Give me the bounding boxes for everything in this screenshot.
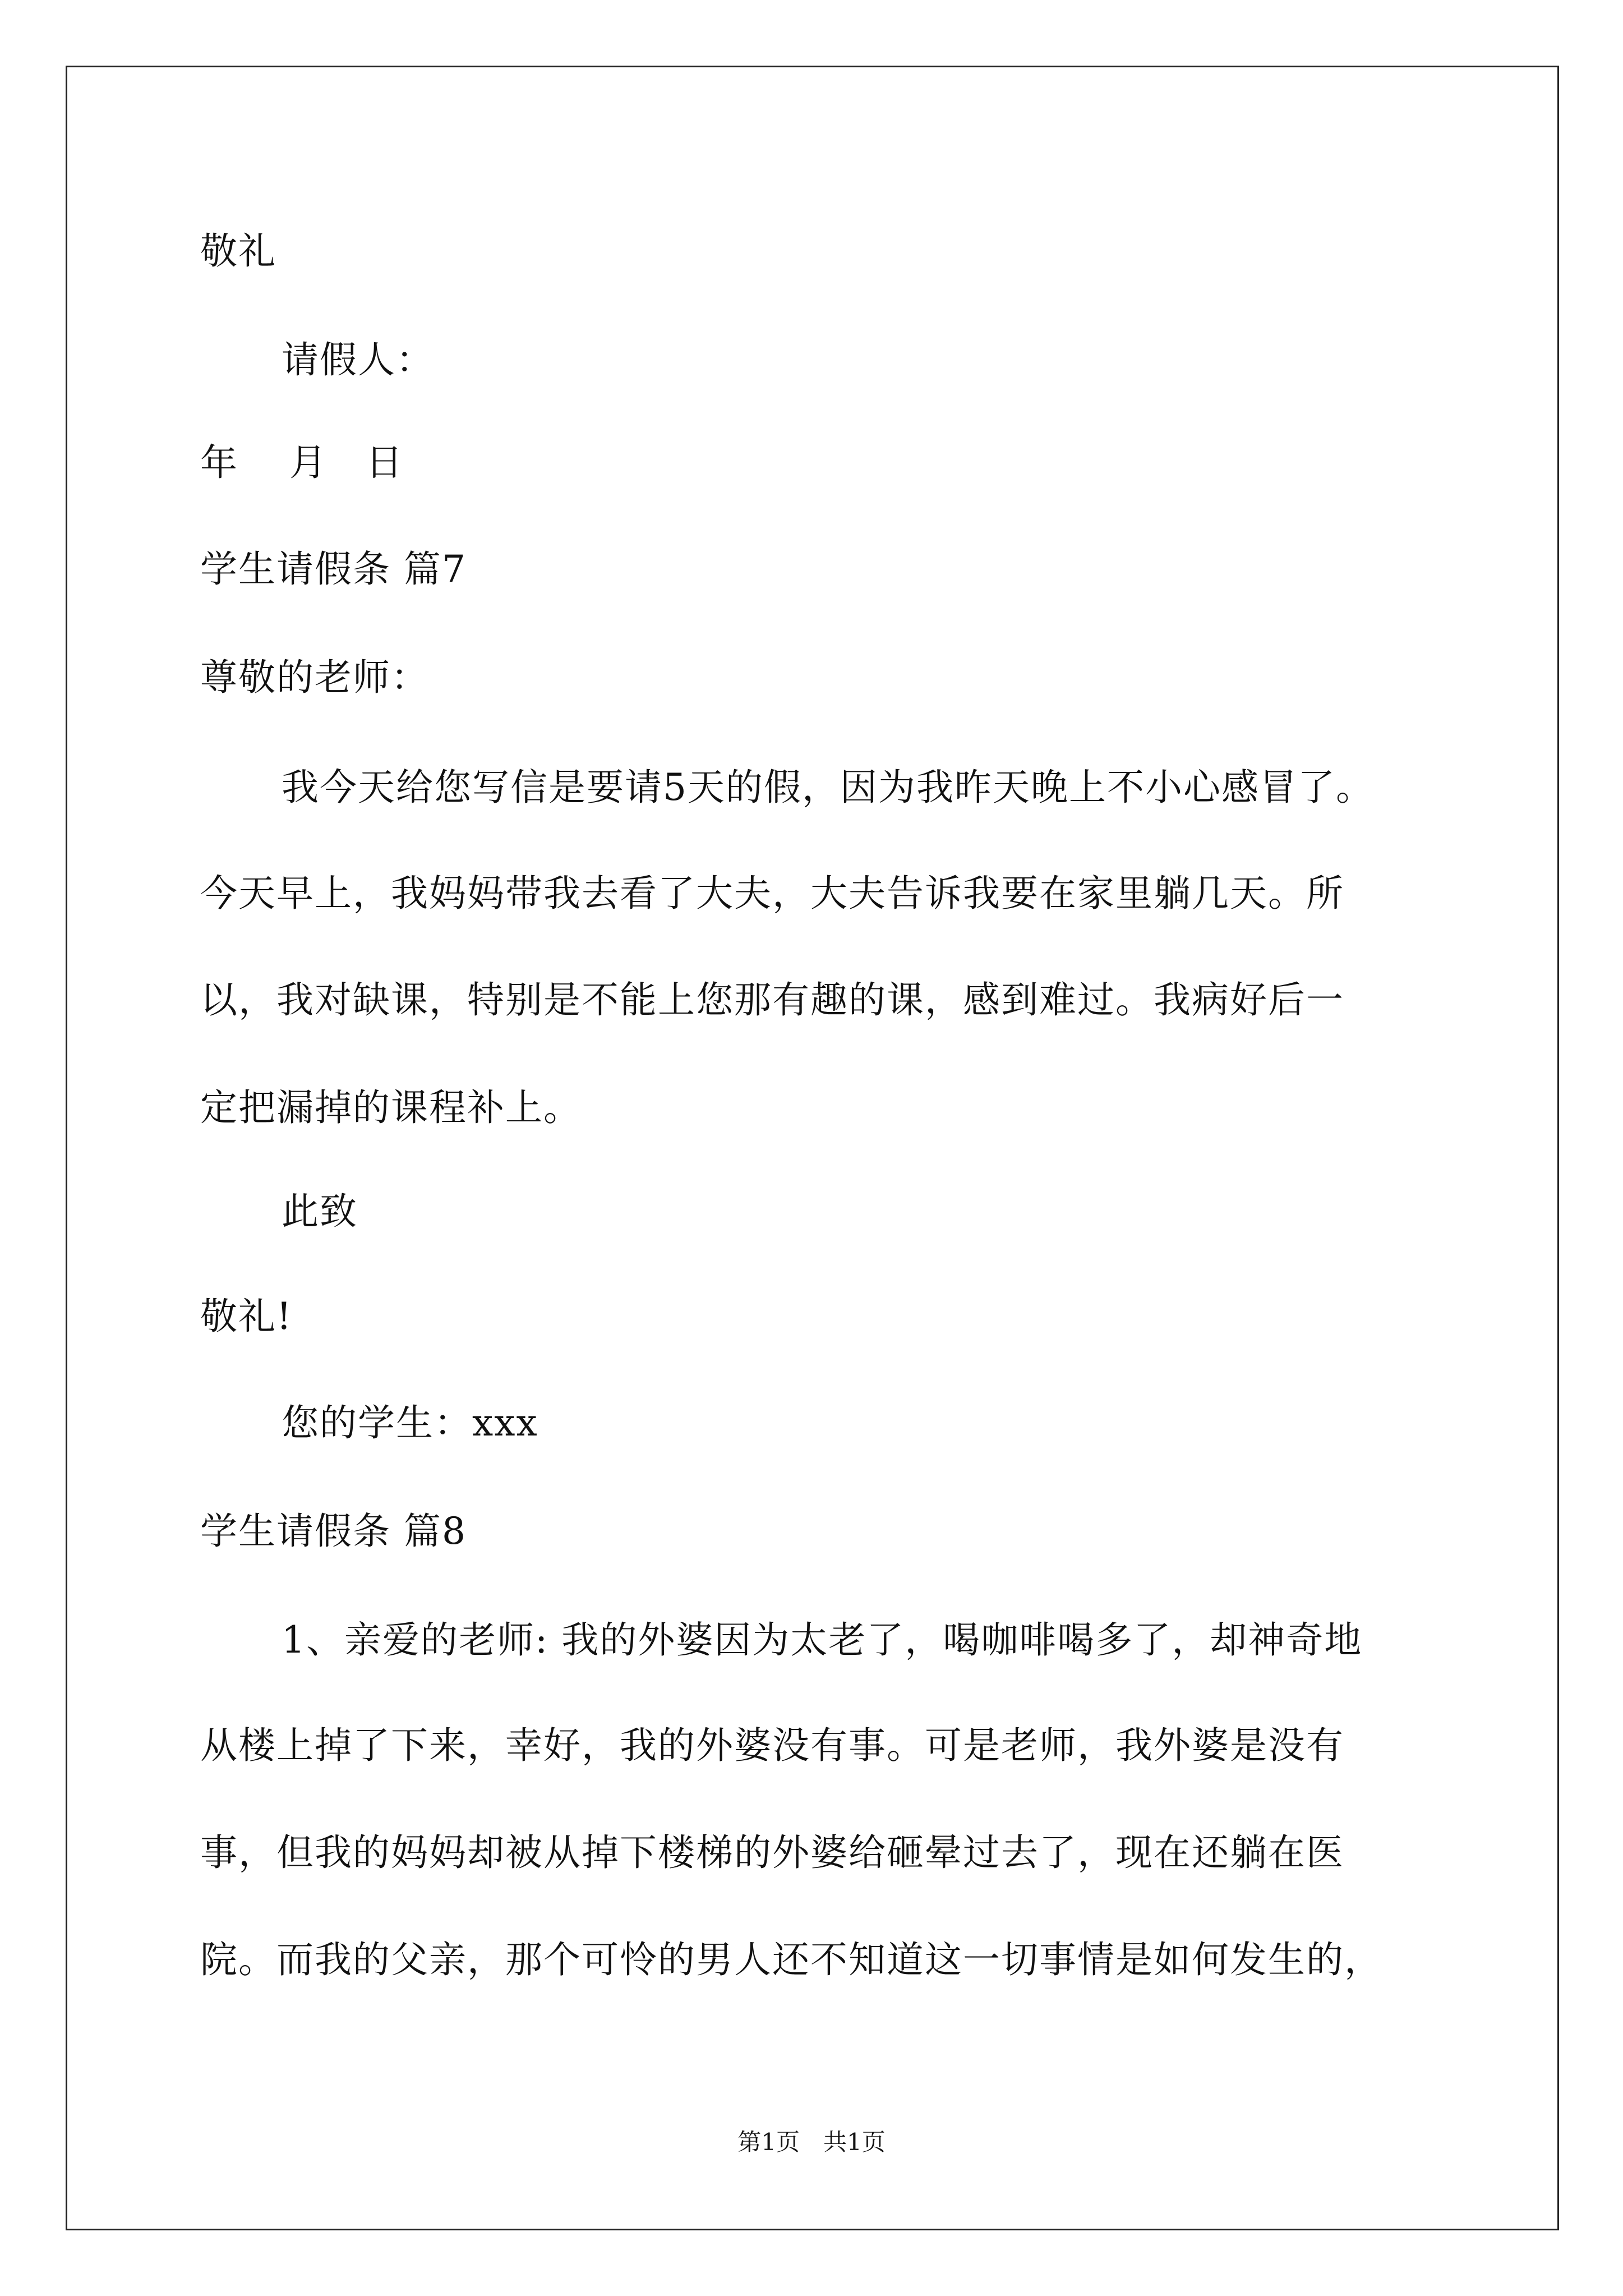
letter-greeting: 尊敬的老师：: [200, 656, 429, 699]
body-paragraph-line: 今天早上，我妈妈带我去看了大夫，大夫告诉我要在家里躺几天。所: [200, 872, 1344, 915]
body-paragraph-line: 院。而我的父亲，那个可怜的男人还不知道这一切事情是如何发生的，: [200, 1938, 1382, 1981]
section-heading-7: 学生请假条 篇7: [200, 547, 467, 591]
requester-label: 请假人：: [282, 338, 434, 381]
body-paragraph-line: 我今天给您写信是要请5天的假，因为我昨天晚上不小心感冒了。: [282, 766, 1374, 809]
body-paragraph-line: 事，但我的妈妈却被从掉下楼梯的外婆给砸晕过去了，现在还躺在医: [200, 1831, 1344, 1874]
signature-line: 您的学生：xxx: [282, 1401, 538, 1444]
body-paragraph-line: 定把漏掉的课程补上。: [200, 1086, 582, 1129]
page-footer: 第1页 共1页: [737, 2128, 886, 2156]
closing-salutation: 敬礼: [200, 229, 276, 273]
body-paragraph-line: 从楼上掉了下来，幸好，我的外婆没有事。可是老师，我外婆是没有: [200, 1724, 1344, 1767]
date-placeholder: 年 月 日: [200, 441, 404, 484]
closing-salutation: 敬礼!: [200, 1295, 293, 1338]
body-paragraph-line: 以，我对缺课，特别是不能上您那有趣的课，感到难过。我病好后一: [200, 978, 1344, 1022]
section-heading-8: 学生请假条 篇8: [200, 1510, 467, 1553]
body-paragraph-line: 1、亲爱的老师: 我的外婆因为太老了，喝咖啡喝多了，却神奇地: [282, 1618, 1363, 1662]
page-border: [66, 66, 1559, 2230]
closing-phrase: 此致: [282, 1190, 358, 1233]
